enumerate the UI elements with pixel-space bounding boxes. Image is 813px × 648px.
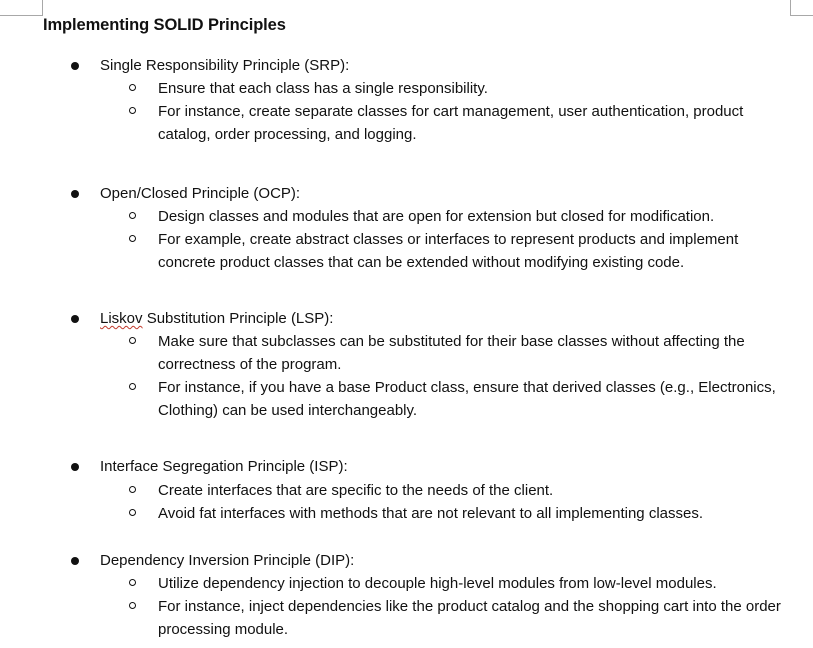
principle-heading-rest: Substitution Principle (LSP): bbox=[142, 310, 334, 327]
sub-bullet-icon bbox=[129, 579, 136, 586]
principle-heading: Single Responsibility Principle (SRP): bbox=[100, 57, 350, 74]
principle-point: For instance, create separate classes for cart management, user authentication, product catalog, order processing, and logging. bbox=[158, 103, 744, 143]
bullet-icon bbox=[71, 62, 79, 70]
principle-heading: Dependency Inversion Principle (DIP): bbox=[100, 552, 355, 569]
principle-point: For instance, inject dependencies like the product catalog and the shopping cart into the order processing module. bbox=[158, 598, 781, 638]
sub-bullet-icon bbox=[129, 602, 136, 609]
document-title: Implementing SOLID Principles bbox=[43, 16, 286, 34]
sub-bullet-icon bbox=[129, 235, 136, 242]
misspelled-word[interactable]: Liskov bbox=[100, 310, 143, 327]
principle-point: Make sure that subclasses can be substituted for their base classes without affecting the correctness of the program. bbox=[158, 333, 745, 373]
sub-bullet-icon bbox=[129, 84, 136, 91]
bullet-icon bbox=[71, 463, 79, 471]
principle-heading bbox=[100, 307, 333, 330]
crop-mark-top-left bbox=[0, 0, 43, 16]
principle-heading: Open/Closed Principle (OCP): bbox=[100, 185, 301, 202]
bullet-icon bbox=[71, 315, 79, 323]
principle-heading: Interface Segregation Principle (ISP): bbox=[100, 458, 348, 475]
principle-point: Utilize dependency injection to decouple high-level modules from low-level modules. bbox=[158, 575, 717, 592]
crop-mark-top-right bbox=[790, 0, 813, 16]
principle-point: For instance, if you have a base Product class, ensure that derived classes (e.g., Electronics, Clothing) can be used interchangeably. bbox=[158, 379, 776, 419]
sub-bullet-icon bbox=[129, 107, 136, 114]
principle-point: Design classes and modules that are open for extension but closed for modification. bbox=[158, 208, 715, 225]
sub-bullet-icon bbox=[129, 212, 136, 219]
sub-bullet-icon bbox=[129, 337, 136, 344]
principle-point: Ensure that each class has a single responsibility. bbox=[158, 80, 488, 97]
bullet-icon bbox=[71, 190, 79, 198]
bullet-icon bbox=[71, 557, 79, 565]
sub-bullet-icon bbox=[129, 509, 136, 516]
principle-point: Avoid fat interfaces with methods that are not relevant to all implementing classes. bbox=[158, 505, 704, 522]
principle-point: Create interfaces that are specific to the needs of the client. bbox=[158, 482, 554, 499]
principle-point: For example, create abstract classes or interfaces to represent products and implement concrete product classes that can be extended without modifying existing code. bbox=[158, 231, 739, 271]
sub-bullet-icon bbox=[129, 383, 136, 390]
sub-bullet-icon bbox=[129, 486, 136, 493]
